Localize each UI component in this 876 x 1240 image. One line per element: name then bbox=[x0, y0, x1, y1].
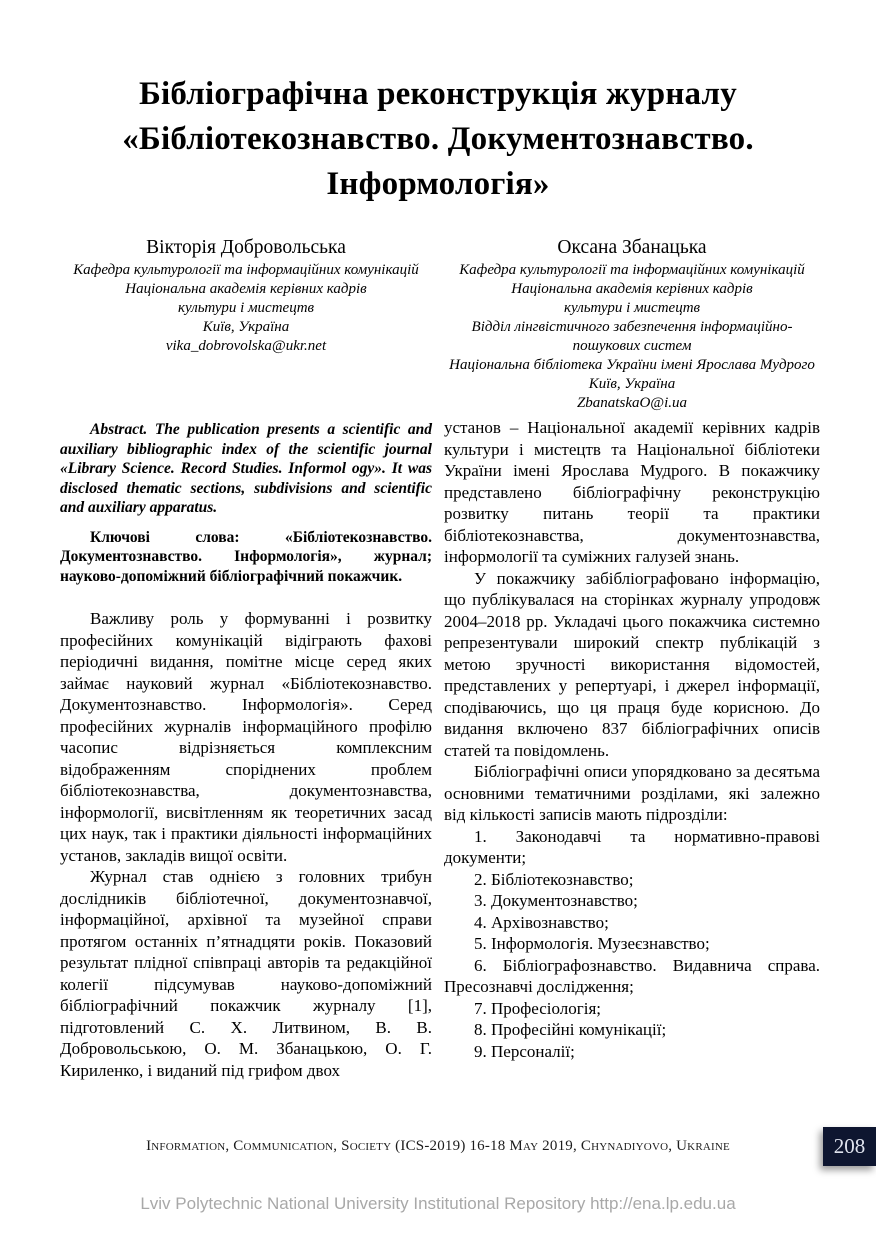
repository-watermark: Lviv Polytechnic National University Institutional Repository http://ena.lp.edu.ua bbox=[140, 1194, 736, 1213]
author-email: ZbanatskaO@i.ua bbox=[576, 395, 688, 411]
list-item-paragraph: 5. Інформологія. Музеєзнавство; bbox=[474, 934, 710, 953]
list-item-paragraph: 3. Документознавство; bbox=[474, 891, 638, 910]
list-item-paragraph: 6. Бібліографознавство. Видавнича справа. Пресознавчі дослідження; bbox=[444, 955, 820, 996]
author-name: Оксана Збанацька bbox=[557, 237, 707, 258]
list-item-paragraph: 2. Бібліотекознавство; bbox=[474, 869, 634, 889]
list-item-paragraph: 9. Персоналії; bbox=[474, 1041, 575, 1061]
body-paragraph: Важливу роль у формуванні і розвитку професійних комунікацій відіграють фахові періодичні видання, помітне місце серед яких займає науковий журнал «Бібліотекознавство. Документознавство. Інформологія». Серед професійних журналів інформаційного профілю часопис відрізняється комплексним відображенням споріднених проблем бібліотекознавства, документознавства, інформології, висвітленням як теоретичних засад цих наук, так і практики діяльності інформаційних установ, закладів вищої освіти. bbox=[60, 609, 432, 865]
body-paragraph: Бібліографічні описи упорядковано за десятьма основними тематичними розділами, які залежно від кількості записів мають підрозділи: bbox=[444, 762, 820, 824]
affiliation-line: Кафедра культурології та інформаційних комунікацій bbox=[459, 262, 805, 278]
author-block-right bbox=[444, 235, 820, 413]
affiliation-line: Київ, Україна bbox=[202, 319, 290, 335]
list-item-paragraph: 7. Професіологія; bbox=[474, 998, 602, 1018]
author-name: Вікторія Добровольська bbox=[146, 237, 346, 258]
affiliation-line: Відділ лінгвістичного забезпечення інформаційно-пошукових систем bbox=[471, 319, 793, 354]
page-number-badge: 208 bbox=[823, 1127, 876, 1166]
page-title: Бібліографічна реконструкція журналу «Бібліотекознавство. Документознавство. Інформологія» bbox=[122, 76, 754, 202]
two-column-layout bbox=[60, 235, 820, 1081]
affiliation-line: культури і мистецтв bbox=[177, 300, 315, 316]
affiliation-line: Київ, Україна bbox=[588, 376, 676, 392]
abstract-paragraph: Abstract. The publication presents a scientific and auxiliary bibliographic index of the scientific journal «Library Science. Record Studies. Informol ogy». It was disclosed thematic sections, subdivisions and scientific and auxiliary apparatus. bbox=[60, 421, 432, 516]
body-paragraph: Журнал став однією з головних трибун дослідників бібліотечної, документознавчої, інформаційної, архівної та музейної справи протягом останніх п’ятнадцяти років. Показовий результат плідної співпраці авторів та редакційної колегії підсумував науково-допоміжний бібліографічний покажчик журналу [1], підготовлений С. Х. Литвином, В. В. Добровольською, О. М. Збанацькою, О. Г. Кириленко, і виданий під грифом двох bbox=[60, 867, 432, 1080]
author-email: vika_dobrovolska@ukr.net bbox=[165, 338, 327, 354]
list-item-paragraph: 4. Архівознавство; bbox=[474, 912, 609, 932]
list-item-paragraph: 1. Законодавчі та нормативно-правові документи; bbox=[444, 826, 820, 867]
right-column bbox=[444, 235, 820, 1081]
author-block-left bbox=[60, 235, 432, 356]
affiliation-line: Кафедра культурології та інформаційних комунікацій bbox=[73, 262, 419, 278]
body-paragraph: установ – Національної академії керівних кадрів культури і мистецтв та Національної бібліотеки України імені Ярослава Мудрого. В покажчику представлено бібліографічну реконструкцію розвитку питань теорії та практики бібліотекознавства, документознавства, інформології та суміжних галузей знань. bbox=[444, 418, 820, 566]
affiliation-line: Національна академія керівних кадрів bbox=[511, 281, 753, 297]
keywords-paragraph: Ключові слова: «Бібліотекознавство. Документознавство. Інформологія», журнал; науково-допоміжний бібліографічний покажчик. bbox=[60, 528, 432, 585]
body-paragraph: У покажчику забібліографовано інформацію, що публікувалася на сторінках журналу упродовж 2004–2018 рр. Укладачі цього покажчика системно репрезентували широкий спектр публікацій з метою зручності використання відомостей, представлених у репертуарі, і джерел інформації, сподіваючись, що ця праця буде корисною. До видання включено 837 бібліографічних описів статей та повідомлень. bbox=[444, 568, 820, 760]
conference-footer: Information, Communication, Society (ICS-2019) 16-18 May 2019, Chynadiyovo, Ukraine bbox=[146, 1138, 730, 1154]
list-item-paragraph: 8. Професійні комунікації; bbox=[474, 1020, 667, 1039]
left-column bbox=[60, 235, 432, 1081]
affiliation-line: Національна академія керівних кадрів bbox=[125, 281, 367, 297]
affiliation-line: Національна бібліотека України імені Ярослава Мудрого bbox=[449, 357, 815, 373]
affiliation-line: культури і мистецтв bbox=[563, 300, 701, 316]
